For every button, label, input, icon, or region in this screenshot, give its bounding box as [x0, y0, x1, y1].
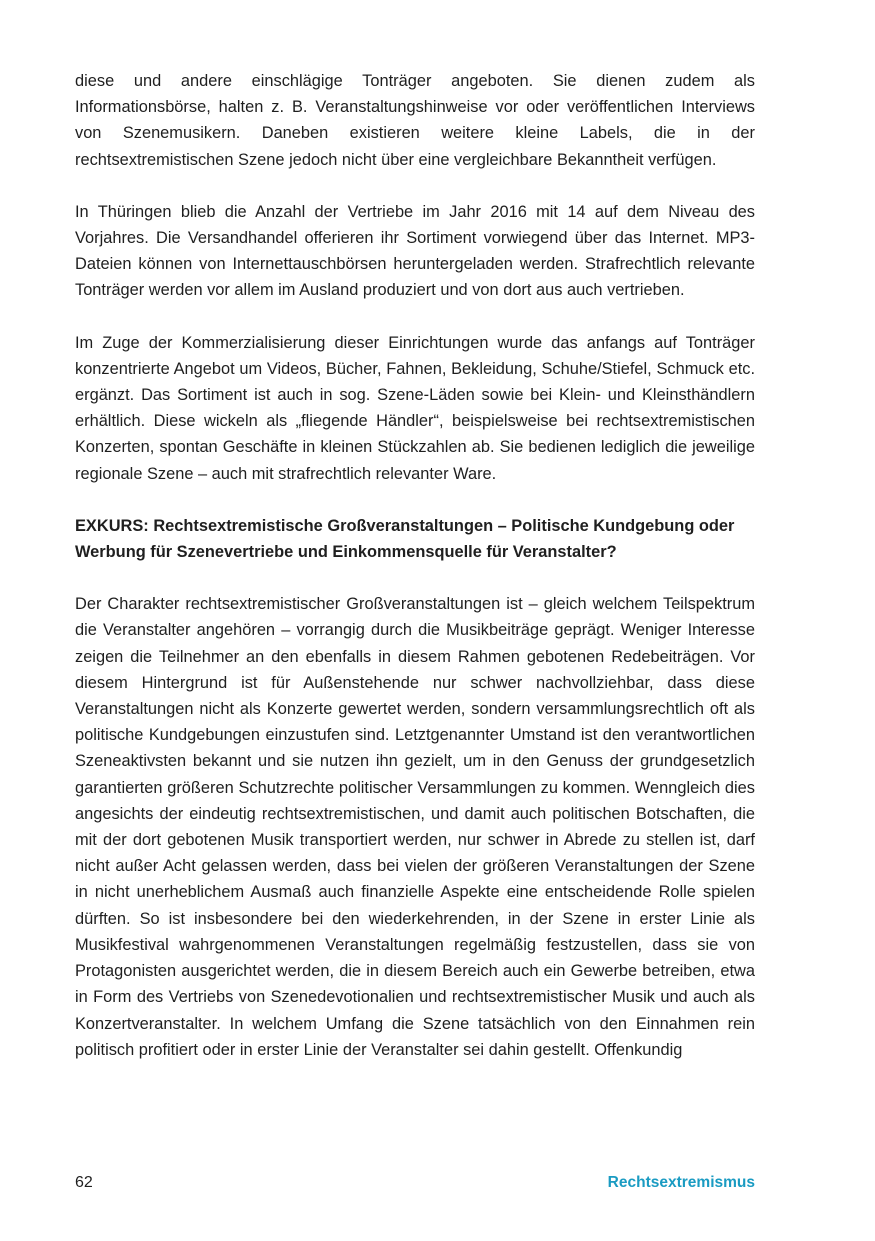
page-body — [75, 68, 755, 1063]
paragraph-tontraeger: diese und andere einschlägige Tonträger angeboten. Sie dienen zudem als Informationsbörse, halten z. B. Veranstaltungshinweise vor oder veröffentlichen Interviews von Szenemusikern. Daneben existieren weitere kleine Labels, die in der rechtsextremistischen Szene jedoch nicht über eine vergleichbare Bekanntheit verfügen. — [75, 72, 755, 169]
paragraph-kommerzialisierung: Im Zuge der Kommerzialisierung dieser Einrichtungen wurde das anfangs auf Tonträger konzentrierte Angebot um Videos, Bücher, Fahnen, Bekleidung, Schuhe/Stiefel, Schmuck etc. ergänzt. Das Sortiment ist auch in sog. Szene-Läden sowie bei Klein- und Kleinsthändlern erhältlich. Diese wickeln als „fliegende Händler“, beispielsweise bei rechtsextremistischen Konzerten, spontan Geschäfte in kleinen Stückzahlen ab. Sie bedienen lediglich die jeweilige regionale Szene – auch mit strafrechtlich relevanter Ware. — [75, 333, 755, 483]
paragraph-vertriebe-thueringen: In Thüringen blieb die Anzahl der Vertriebe im Jahr 2016 mit 14 auf dem Niveau des Vorjahres. Die Versandhandel offerieren ihr Sortiment vorwiegend über das Internet. MP3-Dateien können von Internettauschbörsen heruntergeladen werden. Strafrechtlich relevante Tonträger werden vor allem im Ausland produziert und von dort aus auch vertrieben. — [75, 202, 755, 300]
page-number: 62 — [75, 1174, 93, 1191]
excursus-heading — [75, 513, 755, 565]
running-title: Rechtsextremismus — [607, 1174, 755, 1191]
excursus-heading-line-1: EXKURS: Rechtsextremistische Großveranstaltungen – Politische Kundgebung oder — [75, 516, 735, 535]
excursus-heading-line-2: Werbung für Szenevertriebe und Einkommensquelle für Veranstalter? — [75, 543, 617, 562]
paragraph-excursus: Der Charakter rechtsextremistischer Großveranstaltungen ist – gleich welchem Teilspektrum die Veranstalter angehören – vorrangig durch die Musikbeiträge geprägt. Weniger Interesse zeigen die Teilnehmer an den ebenfalls in diesem Rahmen gebotenen Redebeiträgen. Vor diesem Hintergrund ist für Außenstehende nur schwer nachvollziehbar, dass diese Veranstaltungen nicht als Konzerte gewertet werden, sondern versammlungsrechtlich oft als politische Kundgebungen einzustufen sind. Letztgenannter Umstand ist den verantwortlichen Szeneaktivsten bekannt und sie nutzen ihn gezielt, um in den Genuss der grundgesetzlich garantierten größeren Schutzrechte politischer Versammlungen zu kommen. Wenngleich dies angesichts der eindeutig rechtsextremistischen, und damit auch politischen Botschaften, die mit der dort gebotenen Musik transportiert werden, nur schwer in Abrede zu stellen ist, darf nicht außer Acht gelassen werden, dass bei vielen der größeren Veranstaltungen der Szene in nicht unerheblichem Ausmaß auch finanzielle Aspekte eine entscheidende Rolle spielen dürften. So ist insbesondere bei den wiederkehrenden, in der Szene in erster Linie als Musikfestival wahrgenommenen Veranstaltungen regelmäßig festzustellen, dass sie von Protagonisten ausgerichtet werden, die in diesem Bereich auch ein Gewerbe betreiben, etwa in Form des Vertriebs von Szenedevotionalien und rechtsextremistischer Musik und auch als Konzertveranstalter. In welchem Umfang die Szene tatsächlich von den Einnahmen rein politisch profitiert oder in erster Linie der Veranstalter sei dahin gestellt. Offenkundig — [75, 595, 755, 1059]
page-footer — [75, 1170, 755, 1196]
